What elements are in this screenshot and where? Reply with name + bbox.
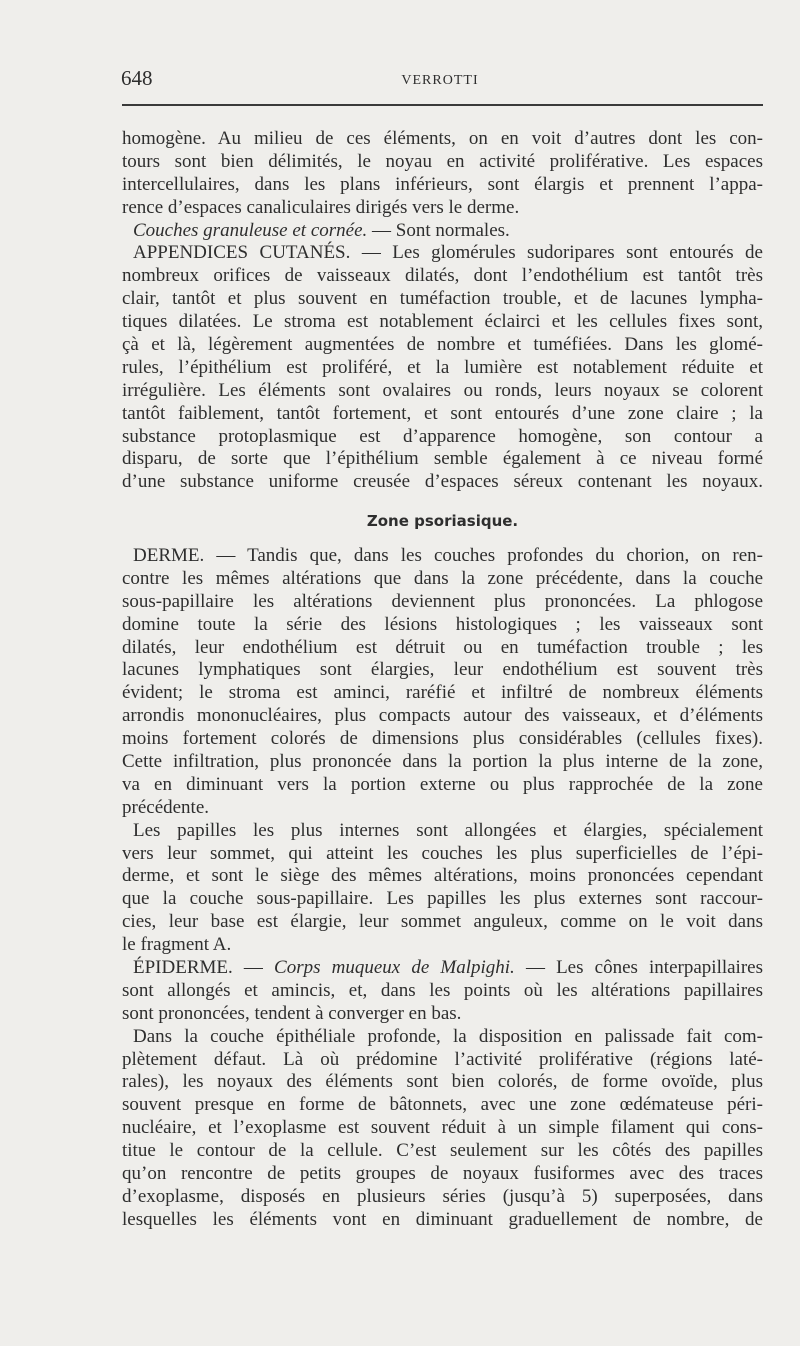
text-segment: évident; le stroma est aminci, raréfié et infiltré de nombreux éléments [122,682,763,704]
text-line [122,705,763,728]
text-line [122,545,763,568]
text-segment: homogène. Au milieu de ces éléments, on en voit d’autres dont les con- [122,128,763,149]
text-segment: tantôt faiblement, tantôt fortement, et sont entourés d’une zone claire ; la [122,402,763,424]
text-line [122,843,763,866]
text-line [122,403,763,426]
text-line [122,288,763,311]
text-line [122,426,763,449]
text-line [122,797,763,820]
text-segment: APPENDICES CUTANÉS. — Les glomérules sudoripares sont entourés de [133,242,763,264]
italic-text: Corps muqueux de Malpighi. [274,957,515,979]
text-segment: sous-papillaire les altérations deviennent plus prononcées. La phlogose [122,590,763,612]
text-segment: Cette infiltration, plus prononcée dans la portion la plus interne de la zone, [122,751,763,773]
text-line [122,614,763,637]
text-segment: que la couche sous-papillaire. Les papilles les plus externes sont raccour- [122,888,763,910]
text-segment: rales), les noyaux des éléments sont bien colorés, de forme ovoïde, plus [122,1071,763,1093]
text-segment: sont prononcées, tendent à converger en bas. [122,1002,462,1024]
text-segment: moins fortement colorés de dimensions plus considérables (cellules fixes). [122,728,763,750]
text-line [122,448,763,471]
text-line [122,1026,763,1049]
text-block-bottom [122,545,763,1232]
text-segment: lacunes lymphatiques sont élargies, leur endothélium est souvent très [122,659,763,681]
text-line [122,1163,763,1186]
text-segment: lesquelles les éléments vont en diminuant graduellement de nombre, de [122,1208,763,1230]
text-segment: tours sont bien délimités, le noyau en activité proliférative. Les espaces [122,150,763,172]
text-segment: rence d’espaces canaliculaires dirigés vers le derme. [122,196,520,218]
text-line [122,1140,763,1163]
text-line [122,1209,763,1232]
text-segment: derme, et sont le siège des mêmes altérations, moins prononcées cependant [122,865,763,887]
text-block-top [122,128,763,494]
text-segment: clair, tantôt et plus souvent en tuméfaction trouble, et de lacunes lympha- [122,288,763,310]
text-segment: tiques dilatées. Le stroma est notablement éclairci et les cellules fixes sont, [122,311,763,333]
text-segment: disparu, de sorte que l’épithélium semble également à ce niveau formé [122,448,763,470]
text-segment: — Sont normales. [367,219,510,241]
text-segment: Les papilles les plus internes sont allongées et élargies, spécialement [133,819,763,841]
text-segment: çà et là, légèrement augmentées de nombre et tuméfiées. Dans les glomé- [122,334,763,356]
text-segment: Dans la couche épithéliale profonde, la disposition en palissade fait com- [133,1025,763,1047]
text-line [122,174,763,197]
text-line [122,242,763,265]
text-segment: nombreux orifices de vaisseaux dilatés, dont l’endothélium est tantôt très [122,265,763,287]
text-segment: arrondis mononucléaires, plus compacts autour des vaisseaux, et d’éléments [122,705,763,727]
text-segment: le fragment A. [122,934,232,956]
text-line [122,682,763,705]
text-segment: nucléaire, et l’exoplasme est souvent réduit à un simple filament qui cons- [122,1117,763,1139]
header-rule [122,104,763,106]
text-segment: vers leur sommet, qui atteint les couches les plus superficielles de l’épi- [122,842,763,864]
text-line [122,128,763,151]
text-segment: qu’on rencontre de petits groupes de noyaux fusiformes avec des traces [122,1163,763,1185]
running-head: VERROTTI [401,73,479,88]
text-line [122,659,763,682]
text-segment: cies, leur base est élargie, leur sommet anguleux, comme on le voit dans [122,911,763,933]
text-line [122,1071,763,1094]
text-line [122,637,763,660]
text-line [122,774,763,797]
text-segment: irrégulière. Les éléments sont ovalaires ou ronds, leurs noyaux se colorent [122,379,763,401]
text-line [122,934,763,957]
text-line [122,1003,763,1026]
text-line [122,865,763,888]
section-title: Zone psoriasique. [366,512,519,530]
text-segment: contre les mêmes altérations que dans la zone précédente, dans la couche [122,567,763,589]
text-segment: plètement défaut. Là où prédomine l’activité proliférative (régions laté- [122,1048,763,1070]
text-line [122,197,763,220]
text-segment: dilatés, leur endothélium est détruit ou en tuméfaction trouble ; les [122,636,763,658]
text-line [122,220,763,243]
text-line [122,1117,763,1140]
text-line [122,1094,763,1117]
text-segment: d’une substance uniforme creusée d’espaces séreux contenant les noyaux. [122,471,763,493]
text-segment: substance protoplasmique est d’apparence homogène, son contour a [122,425,763,447]
text-segment: rules, l’épithélium est proliféré, et la lumière est notablement réduite et [122,356,763,378]
italic-text: Couches granuleuse et cornée. [133,219,368,241]
text-segment: d’exoplasme, disposés en plusieurs séries (jusqu’à 5) superposées, dans [122,1185,763,1207]
text-segment: précédente. [122,796,210,818]
text-segment: — Les cônes interpapillaires [514,957,763,979]
text-segment: ÉPIDERME. — [133,957,275,979]
page-number: 648 [121,66,153,90]
text-line [122,265,763,288]
text-segment: sont allongés et amincis, et, dans les points où les altérations papillaires [122,979,763,1001]
text-line [122,957,763,980]
text-segment: DERME. — Tandis que, dans les couches profondes du chorion, on ren- [133,545,763,566]
text-line [122,151,763,174]
text-line [122,820,763,843]
text-line [122,980,763,1003]
text-line [122,751,763,774]
text-line [122,888,763,911]
text-line [122,568,763,591]
text-line [122,311,763,334]
text-line [122,1186,763,1209]
text-segment: va en diminuant vers la portion externe ou plus rapprochée de la zone [122,773,763,795]
text-line [122,357,763,380]
text-segment: souvent presque en forme de bâtonnets, avec une zone œdémateuse péri- [122,1094,763,1116]
text-segment: domine toute la série des lésions histologiques ; les vaisseaux sont [122,613,763,635]
text-line [122,911,763,934]
text-line [122,1049,763,1072]
text-line [122,380,763,403]
text-line [122,471,763,494]
text-segment: intercellulaires, dans les plans inférieurs, sont élargis et prennent l’appa- [122,173,763,195]
text-line [122,334,763,357]
text-segment: titue le contour de la cellule. C’est seulement sur les côtés des papilles [122,1140,763,1162]
text-line [122,591,763,614]
text-line [122,728,763,751]
